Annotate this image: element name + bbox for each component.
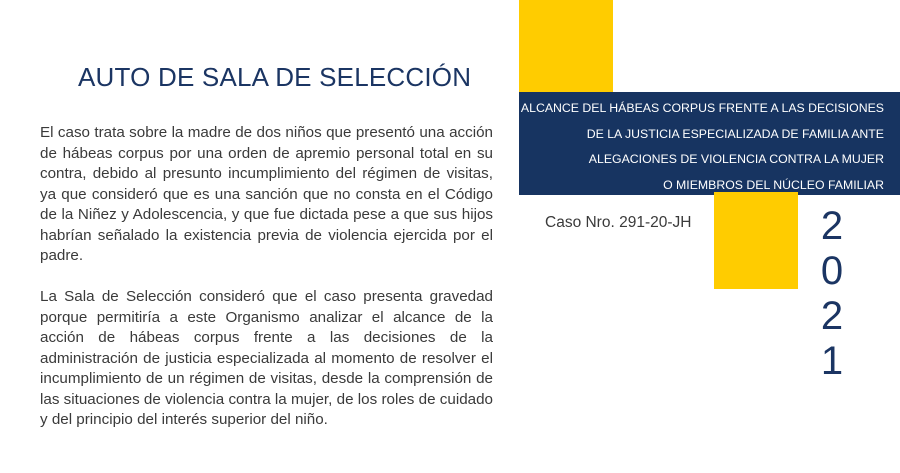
year-digit-3: 2 [820, 294, 844, 338]
banner-line-2: DE LA JUSTICIA ESPECIALIZADA DE FAMILIA ANTE [586, 126, 884, 141]
year-vertical [812, 204, 852, 384]
banner-line-3: ALEGACIONES DE VIOLENCIA CONTRA LA MUJER [588, 152, 884, 166]
year-digit-2: 0 [820, 249, 844, 293]
topic-banner [519, 92, 900, 195]
body-paragraph-2: La Sala de Selección consideró que el caso presenta gravedad porque permitiría a este Organismo analizar el alcance de la acción de hábeas corpus frente a las decisiones de la administración de justicia especializada al momento de resolver el incumplimiento de un régimen de visitas, desde la comprensión de las situaciones de violencia contra la mujer, de los roles de cuidado y del principio del interés superior del niño. [40, 288, 493, 428]
banner-line-4: O MIEMBROS DEL NÚCLEO FAMILIAR [663, 177, 884, 192]
case-number: Caso Nro. 291-20-JH [545, 214, 692, 231]
year-digit-4: 1 [820, 339, 844, 383]
body-paragraph-1: El caso trata sobre la madre de dos niños que presentó una acción de hábeas corpus por una orden de apremio personal total en su contra, debido al presunto incumplimiento del régimen de visitas, ya que consideró que es una sanción que no consta en el Código de la Niñez y Adolescencia, y que fue dictada pese a que sus hijos habrían señalado la existencia previa de violencia ejercida por el padre. [40, 124, 493, 264]
banner-line-1: ALCANCE DEL HÁBEAS CORPUS FRENTE A LAS DECISIONES [520, 101, 884, 115]
page-title: AUTO DE SALA DE SELECCIÓN [78, 62, 472, 92]
year-digit-1: 2 [820, 204, 844, 248]
yellow-accent-block-top [519, 0, 613, 92]
yellow-accent-block-middle [714, 192, 798, 289]
